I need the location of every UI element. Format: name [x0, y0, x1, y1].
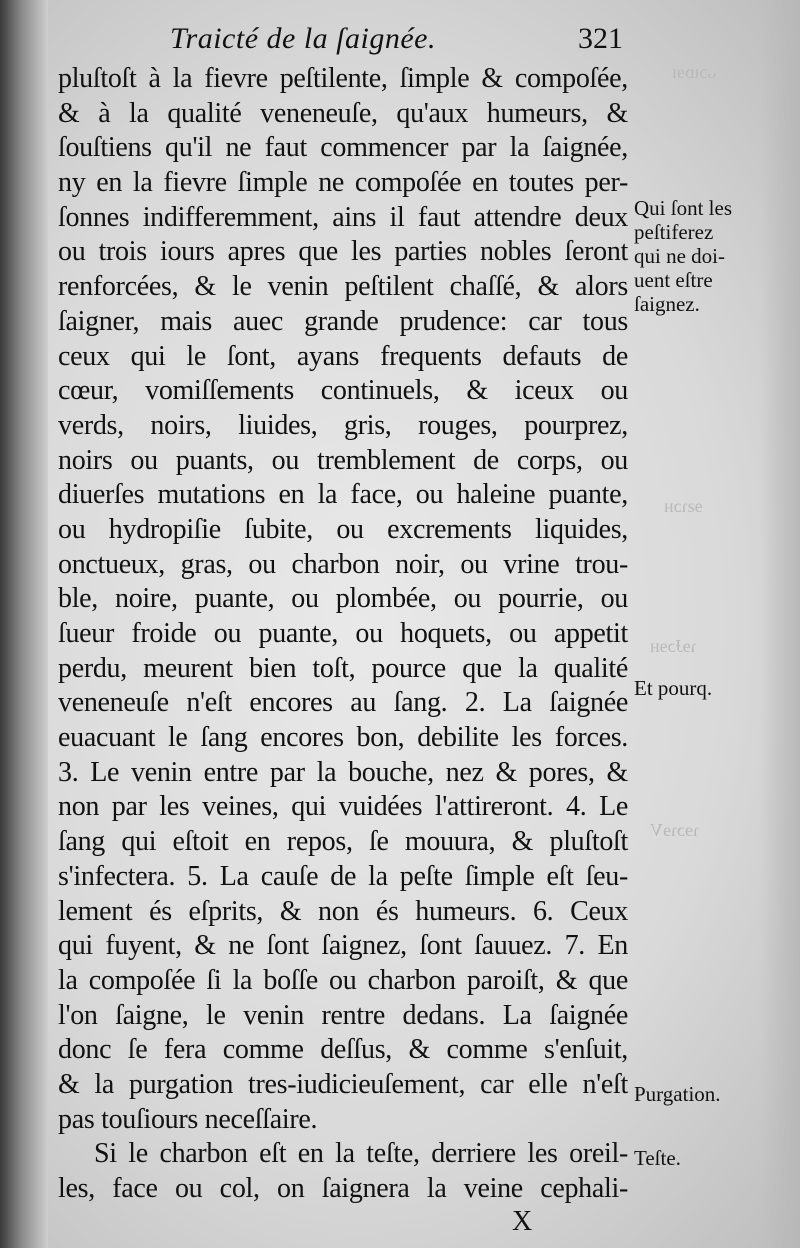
text-line: onctueux, gras, ou charbon noir, ou vrine trou-: [58, 548, 628, 580]
bleed-through-mark: ɘƨɿɔʜ: [664, 496, 703, 516]
bleed-through-mark: ᴗɔɩᴅɘɪ: [672, 62, 717, 82]
text-line: pas touſiours neceſſaire.: [58, 1103, 318, 1135]
text-line: ſonnes indifferemment, ains il faut attendre deux: [58, 201, 628, 233]
margin-note-purgation: [634, 1082, 721, 1106]
margin-note-et-pourq: [634, 676, 712, 700]
text-line: cœur, vomiſſements continuels, & iceux ou: [58, 375, 628, 407]
text-line: & à la qualité veneneuſe, qu'aux humeurs, &: [58, 97, 628, 129]
signature-mark: X: [512, 1206, 533, 1237]
page-number: 321: [578, 22, 623, 55]
margin-note-teste: [634, 1146, 681, 1170]
text-line: noirs ou puants, ou tremblement de corps, ou: [58, 444, 628, 476]
bleed-through-mark: ɿɘɔɿɘV: [650, 820, 699, 840]
text-line: ceux qui le ſont, ayans frequents defauts de: [58, 340, 628, 372]
margin-note-line: Purgation.: [634, 1082, 721, 1106]
text-line: veneneuſe n'eſt encores au ſang. 2. La ſaignée: [58, 687, 628, 719]
binding-gutter-shadow: [0, 0, 48, 1248]
text-line: renforcées, & le venin peſtilent chaſſé, & alors: [58, 271, 628, 303]
paragraph-first-line: Si le charbon eſt en la teſte, derriere les oreil-: [94, 1138, 628, 1170]
text-line: lement és eſprits, & non és humeurs. 6. Ceux: [58, 895, 628, 927]
text-line: verds, noirs, liuides, gris, rouges, pourprez,: [58, 409, 628, 441]
text-line: 3. Le venin entre par la bouche, nez & pores, &: [58, 756, 628, 788]
text-line: ſueur froide ou puante, ou hoquets, ou appetit: [58, 618, 628, 649]
text-line: non par les veines, qui vuidées l'attireront. 4. Le: [58, 791, 628, 823]
text-line: qui fuyent, & ne ſont ſaignez, ſont ſauuez. 7. En: [58, 930, 628, 962]
text-line: s'infectera. 5. La cauſe de la peſte ſimple eſt ſeu-: [58, 860, 628, 892]
text-line: les, face ou col, on ſaignera la veine cephali-: [58, 1173, 628, 1204]
text-line: ou trois iours apres que les parties nobles ſeront: [58, 236, 628, 268]
text-line: la compoſée ſi la boſſe ou charbon paroiſt, & que: [58, 964, 628, 996]
margin-note-line: Et pourq.: [634, 676, 713, 700]
running-title: Traicté de la ſaignée.: [170, 22, 436, 55]
text-line: ſaigner, mais auec grande prudence: car tous: [58, 305, 628, 337]
page-edge-shadow: [760, 0, 800, 1248]
text-line: ſouſtiens qu'il ne faut commencer par la ſaignée,: [58, 132, 628, 164]
text-line: ny en la fievre ſimple ne compoſée en toutes per-: [58, 167, 628, 199]
text-line: perdu, meurent bien toſt, pource que la qualité: [58, 652, 628, 684]
margin-note-line: uent eſtre: [634, 268, 713, 292]
text-line: ſang qui eſtoit en repos, ſe mouura, & pluſtoſt: [58, 826, 628, 858]
text-line: pluſtoſt à la fievre peſtilente, ſimple & compoſée,: [58, 63, 628, 94]
text-line: diuerſes mutations en la face, ou haleine puante,: [58, 479, 628, 511]
margin-note-pestiferez: [634, 196, 732, 316]
margin-note-line: peſtiferez: [634, 220, 714, 244]
text-line: & la purgation tres-iudicieuſement, car elle n'eſt: [58, 1068, 628, 1100]
text-line: donc ſe fera comme deſſus, & comme s'enſuit,: [58, 1034, 628, 1066]
text-line: l'on ſaigne, le venin rentre dedans. La ſaignée: [58, 999, 628, 1031]
text-line: euacuant le ſang encores bon, debilite les forces.: [58, 722, 628, 754]
body-text: [58, 62, 628, 1207]
margin-note-line: Qui ſont les: [634, 196, 732, 220]
text-line: ble, noire, puante, ou plombée, ou pourrie, ou: [58, 583, 628, 615]
margin-note-line: qui ne doi-: [634, 244, 725, 268]
running-header: [0, 20, 800, 60]
text-line: ou hydropiſie ſubite, ou excrements liquides,: [58, 513, 628, 545]
margin-note-line: Teſte.: [634, 1146, 681, 1170]
bleed-through-mark: ɿɘɈɔɘʜ: [650, 636, 697, 656]
margin-note-line: ſaignez.: [634, 292, 700, 316]
